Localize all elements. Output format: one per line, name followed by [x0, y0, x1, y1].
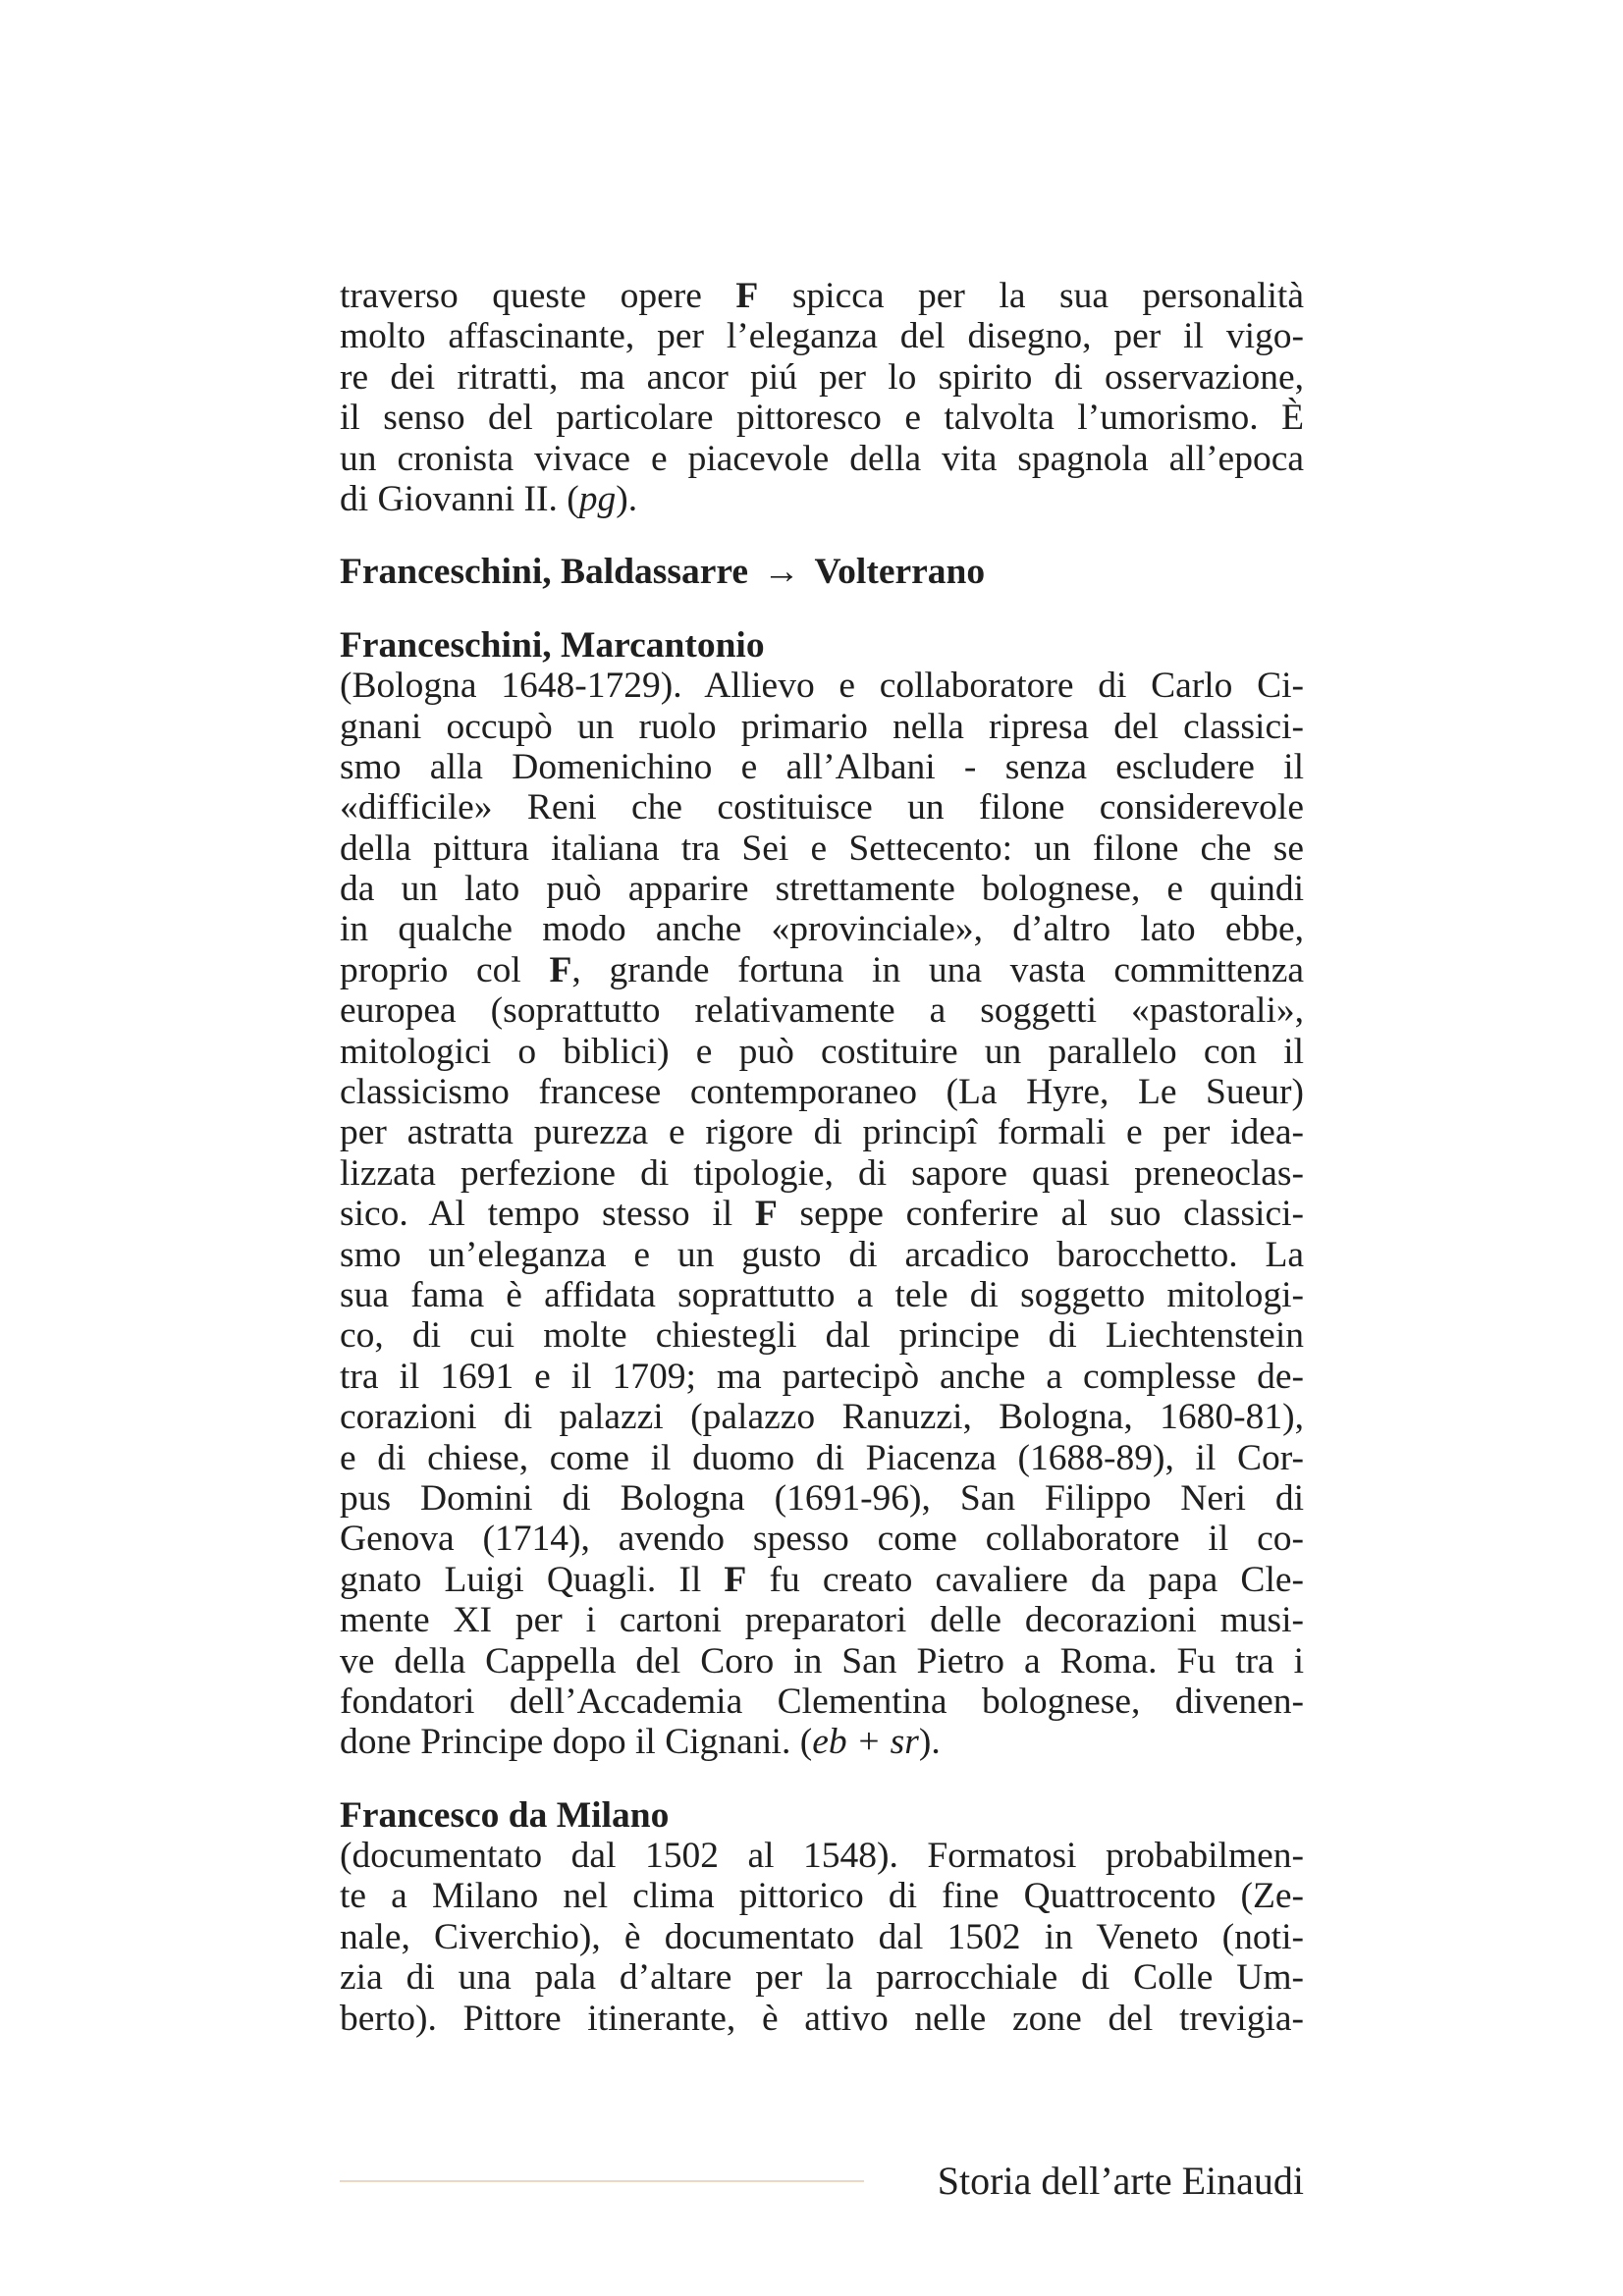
text-run: fu creato cavaliere da papa Cle-	[746, 1559, 1304, 1600]
text-run: sico. Al tempo stesso il	[340, 1194, 755, 1235]
text-run: corazioni di palazzi (palazzo Ranuzzi, Bologna, 1680-81),	[340, 1397, 1304, 1438]
subject-abbreviation: F	[549, 949, 572, 990]
entry-title: Francesco da Milano	[340, 1794, 670, 1836]
entry-body	[340, 1836, 1304, 2039]
text-line	[340, 1917, 1304, 1957]
text-line	[340, 1478, 1304, 1519]
text-run: ve della Cappella del Coro in San Pietro a Roma. Fu tra i	[340, 1640, 1304, 1682]
text-run: per astratta purezza e rigore di principî formali e per idea-	[340, 1112, 1304, 1153]
text-line	[340, 1999, 1304, 2039]
text-line	[340, 990, 1304, 1031]
subject-abbreviation: F	[754, 1194, 778, 1235]
entry-franceschini-marcantonio	[340, 625, 1304, 1763]
text-run: co, di cui molte chiestegli dal principe di Liechtenstein	[340, 1315, 1304, 1357]
text-run: il senso del particolare pittoresco e talvolta l’umorismo. È	[340, 398, 1304, 439]
text-run: pus Domini di Bologna (1691-96), San Filippo Neri di	[340, 1477, 1304, 1519]
text-line	[340, 316, 1304, 356]
subject-abbreviation: F	[724, 1559, 747, 1600]
text-run: proprio col	[340, 949, 550, 990]
text-run: , grande fortuna in una vasta committenza	[571, 949, 1304, 990]
text-line	[340, 1519, 1304, 1559]
page-body	[340, 276, 1304, 2039]
text-run: te a Milano nel clima pittorico di fine Quattrocento (Ze-	[340, 1876, 1304, 1917]
text-line	[340, 787, 1304, 828]
page-footer	[340, 2157, 1304, 2206]
intro-paragraph	[340, 276, 1304, 519]
text-run: «difficile» Reni che costituisce un filone considerevole	[340, 787, 1304, 828]
text-line	[340, 1194, 1304, 1234]
entry-body	[340, 666, 1304, 1763]
text-line	[340, 276, 1304, 316]
entry-franceschini-baldassarre	[340, 552, 1304, 592]
subject-abbreviation: F	[735, 276, 759, 316]
text-run: re dei ritratti, ma ancor piú per lo spirito di osservazione,	[340, 356, 1304, 398]
text-line	[340, 1560, 1304, 1600]
text-run: seppe conferire al suo classici-	[777, 1194, 1305, 1235]
text-line	[340, 398, 1304, 438]
text-run: in qualche modo anche «provinciale», d’altro lato ebbe,	[340, 909, 1304, 950]
text-run: smo un’eleganza e un gusto di arcadico barocchetto. La	[340, 1234, 1304, 1275]
text-line	[340, 1112, 1304, 1152]
text-run: europea (soprattutto relativamente a soggetti «pastorali»,	[340, 990, 1304, 1032]
text-line	[340, 1357, 1304, 1397]
text-line	[340, 1836, 1304, 1876]
text-run: (documentato dal 1502 al 1548). Formatosi probabilmen-	[340, 1836, 1304, 1877]
text-run: ).	[616, 478, 638, 519]
entry-name: Franceschini, Baldassarre	[340, 552, 748, 593]
text-run: gnani occupò un ruolo primario nella ripresa del classici-	[340, 706, 1304, 747]
text-line	[340, 828, 1304, 869]
text-line	[340, 950, 1304, 990]
text-run: spicca per la sua personalità	[758, 276, 1304, 316]
author-initials: pg	[578, 478, 617, 519]
text-run: classicismo francese contemporaneo (La Hyre, Le Sueur)	[340, 1072, 1304, 1113]
text-run: Genova (1714), avendo spesso come collaboratore il co-	[340, 1519, 1304, 1560]
text-line	[340, 1438, 1304, 1478]
footer-publication-title: Storia dell’arte Einaudi	[937, 2159, 1304, 2203]
text-run: ).	[918, 1722, 941, 1763]
text-run: della pittura italiana tra Sei e Settecento: un filone che se	[340, 828, 1304, 869]
text-run: (Bologna 1648-1729). Allievo e collaboratore di Carlo Ci-	[340, 666, 1304, 707]
text-line	[340, 1600, 1304, 1640]
text-line	[340, 1876, 1304, 1916]
text-run: gnato Luigi Quagli. Il	[340, 1559, 725, 1600]
cross-reference-arrow-icon: →	[763, 552, 800, 593]
author-initials: eb + sr	[812, 1722, 919, 1763]
text-line	[340, 357, 1304, 398]
text-run: sua fama è affidata soprattutto a tele di soggetto mitologi-	[340, 1274, 1304, 1315]
text-line	[340, 1235, 1304, 1275]
text-line	[340, 1072, 1304, 1112]
text-line	[340, 1275, 1304, 1315]
text-line	[340, 1315, 1304, 1356]
text-line	[340, 747, 1304, 787]
entry-title	[340, 552, 1304, 592]
text-line	[340, 1032, 1304, 1072]
text-run: di Giovanni II. (	[340, 478, 579, 519]
text-line	[340, 707, 1304, 747]
text-run: molto affascinante, per l’eleganza del disegno, per il vigo-	[340, 316, 1304, 357]
text-line	[340, 1682, 1304, 1722]
text-run: un cronista vivace e piacevole della vita spagnola all’epoca	[340, 438, 1304, 479]
text-run: nale, Civerchio), è documentato dal 1502 in Veneto (noti-	[340, 1916, 1304, 1957]
text-line	[340, 869, 1304, 909]
text-line	[340, 479, 1304, 519]
entry-title: Franceschini, Marcantonio	[340, 624, 765, 666]
cross-reference-target[interactable]: Volterrano	[814, 552, 986, 593]
text-line	[340, 909, 1304, 949]
text-run: fondatori dell’Accademia Clementina bolognese, divenen-	[340, 1681, 1304, 1722]
text-run: mitologici o biblici) e può costituire un parallelo con il	[340, 1031, 1304, 1072]
text-run: done Principe dopo il Cignani. (	[340, 1722, 813, 1763]
text-run: smo alla Domenichino e all’Albani - senza escludere il	[340, 746, 1304, 787]
text-run: traverso queste opere	[340, 276, 736, 316]
text-run: mente XI per i cartoni preparatori delle decorazioni musi-	[340, 1600, 1304, 1641]
text-run: tra il 1691 e il 1709; ma partecipò anche a complesse de-	[340, 1356, 1304, 1397]
text-line	[340, 1397, 1304, 1437]
text-line	[340, 1722, 1304, 1762]
entry-francesco-da-milano	[340, 1795, 1304, 2039]
footer-rule	[340, 2180, 864, 2182]
text-line	[340, 1641, 1304, 1682]
text-line	[340, 439, 1304, 479]
text-run: berto). Pittore itinerante, è attivo nelle zone del trevigia-	[340, 1998, 1304, 2039]
text-run: zia di una pala d’altare per la parrocchiale di Colle Um-	[340, 1957, 1304, 1999]
text-run: e di chiese, come il duomo di Piacenza (1688-89), il Cor-	[340, 1437, 1304, 1478]
text-run: lizzata perfezione di tipologie, di sapore quasi preneoclas-	[340, 1152, 1304, 1194]
text-line	[340, 1957, 1304, 1998]
text-run: da un lato può apparire strettamente bolognese, e quindi	[340, 869, 1304, 910]
text-line	[340, 666, 1304, 706]
text-line	[340, 1153, 1304, 1194]
